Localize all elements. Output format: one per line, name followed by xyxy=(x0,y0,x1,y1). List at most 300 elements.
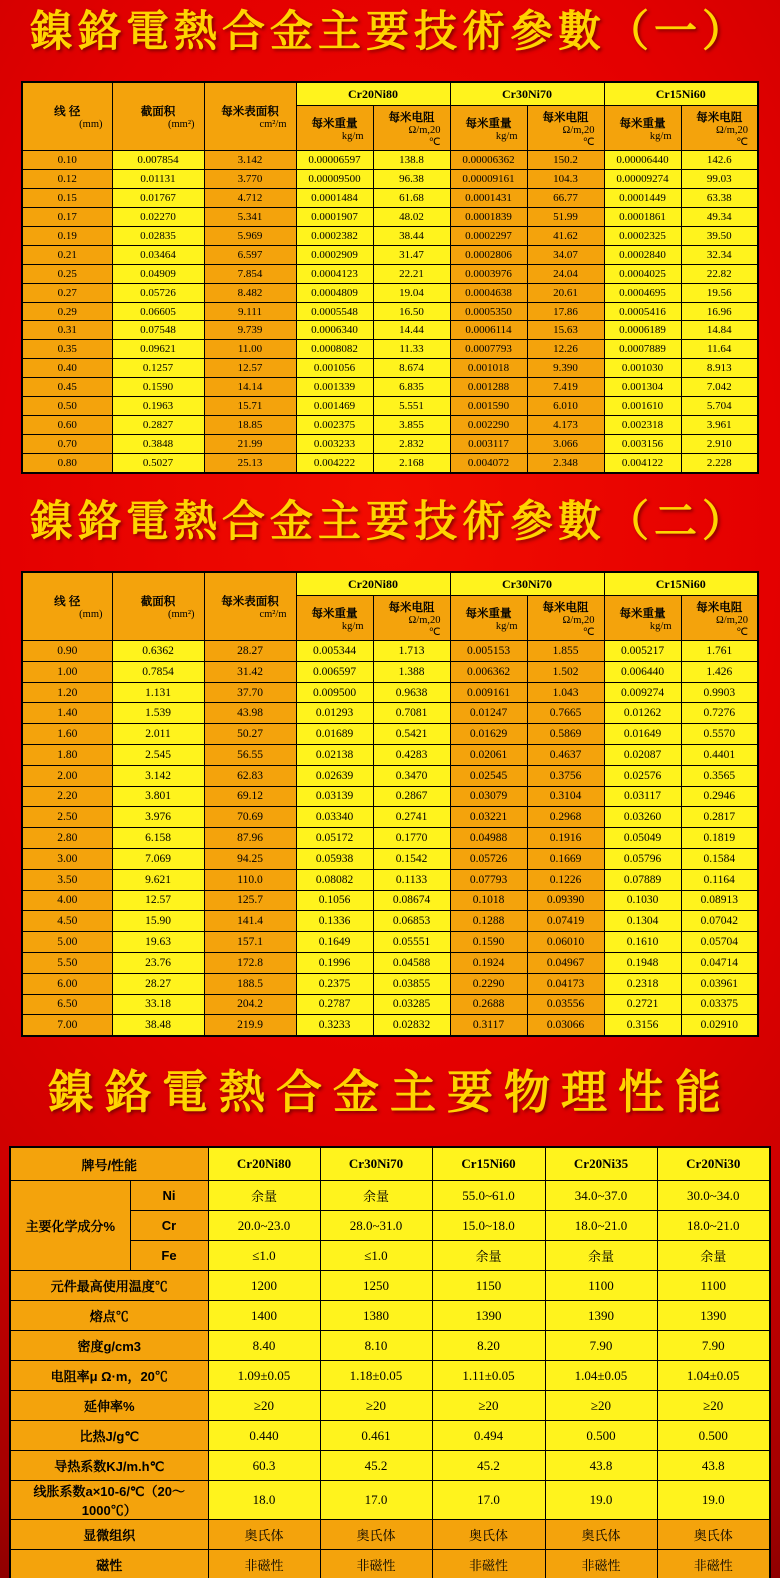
data-cell: 19.04 xyxy=(373,283,450,302)
data-cell: 0.1963 xyxy=(112,397,204,416)
table-row xyxy=(22,208,758,227)
table-row xyxy=(22,765,758,786)
header-unit: kg/m xyxy=(341,620,364,632)
data-cell: 0.2721 xyxy=(604,994,681,1015)
data-cell: 6.010 xyxy=(527,397,604,416)
data-cell: 0.9903 xyxy=(681,682,758,703)
data-cell: 0.005344 xyxy=(296,641,373,662)
data-cell: 5.551 xyxy=(373,397,450,416)
data-cell: 0.06010 xyxy=(527,932,604,953)
data-cell: 0.0008082 xyxy=(296,340,373,359)
header-unit: kg/m xyxy=(495,130,518,142)
data-cell: 22.82 xyxy=(681,264,758,283)
col-header-grade: Cr30Ni70 xyxy=(320,1147,432,1181)
data-cell: 0.0004638 xyxy=(450,283,527,302)
data-cell: 奥氏体 xyxy=(657,1520,770,1550)
data-cell: 0.01629 xyxy=(450,724,527,745)
data-cell: 0.009500 xyxy=(296,682,373,703)
header-unit: ℃ xyxy=(428,626,441,638)
data-cell: 0.04714 xyxy=(681,952,758,973)
data-cell: 0.6362 xyxy=(112,641,204,662)
data-cell: 1.04±0.05 xyxy=(545,1361,657,1391)
data-cell: 非磁性 xyxy=(657,1550,770,1578)
data-cell: 0.5027 xyxy=(112,453,204,472)
data-cell: 0.1056 xyxy=(296,890,373,911)
data-cell: 0.005217 xyxy=(604,641,681,662)
data-cell: 0.04967 xyxy=(527,952,604,973)
header-unit: Ω/m,20 xyxy=(408,124,441,136)
data-cell: 奥氏体 xyxy=(320,1520,432,1550)
table-row xyxy=(10,1550,770,1578)
tech-params-table-1 xyxy=(21,81,759,473)
data-cell: 4.173 xyxy=(527,415,604,434)
data-cell: 0.02270 xyxy=(112,208,204,227)
data-cell: 4.712 xyxy=(204,189,296,208)
row-label: 比热J/g℃ xyxy=(10,1421,208,1451)
data-cell: 3.142 xyxy=(204,151,296,170)
data-cell: 0.3104 xyxy=(527,786,604,807)
data-cell: 0.50 xyxy=(22,397,112,416)
data-cell: ≥20 xyxy=(432,1391,545,1421)
data-cell: 0.01131 xyxy=(112,170,204,189)
data-cell: 0.02138 xyxy=(296,745,373,766)
data-cell: 0.02639 xyxy=(296,765,373,786)
data-cell: 31.42 xyxy=(204,661,296,682)
data-cell: 0.17 xyxy=(22,208,112,227)
data-cell: 0.0002382 xyxy=(296,227,373,246)
data-cell: 0.03285 xyxy=(373,994,450,1015)
data-cell: 0.3156 xyxy=(604,1015,681,1036)
data-cell: 22.21 xyxy=(373,264,450,283)
row-label: 导热系数KJ/m.h℃ xyxy=(10,1451,208,1481)
data-cell: 奥氏体 xyxy=(432,1520,545,1550)
data-cell: 0.2741 xyxy=(373,807,450,828)
data-cell: 17.86 xyxy=(527,302,604,321)
data-cell: 0.001304 xyxy=(604,378,681,397)
table-row xyxy=(22,703,758,724)
header-label: 线 径 xyxy=(54,596,81,609)
data-cell: 非磁性 xyxy=(545,1550,657,1578)
data-cell: 0.01689 xyxy=(296,724,373,745)
data-cell: 141.4 xyxy=(204,911,296,932)
data-cell: 0.02576 xyxy=(604,765,681,786)
header-unit: kg/m xyxy=(649,620,672,632)
col-header-weight xyxy=(450,106,527,151)
data-cell: 0.3117 xyxy=(450,1015,527,1036)
data-cell: 0.006440 xyxy=(604,661,681,682)
data-cell: 1100 xyxy=(657,1271,770,1301)
header-unit: Ω/m,20 xyxy=(562,614,595,626)
row-label: 显微组织 xyxy=(10,1520,208,1550)
header-label: 每米电阻 xyxy=(542,111,589,124)
data-cell: 39.50 xyxy=(681,227,758,246)
row-label: 熔点℃ xyxy=(10,1301,208,1331)
data-cell: 0.1649 xyxy=(296,932,373,953)
table-row xyxy=(22,641,758,662)
data-cell: 0.01767 xyxy=(112,189,204,208)
col-header-alloy-group: Cr30Ni70 xyxy=(450,572,604,596)
row-label: 元件最高使用温度℃ xyxy=(10,1271,208,1301)
data-cell: 15.71 xyxy=(204,397,296,416)
data-cell: 0.10 xyxy=(22,151,112,170)
data-cell: 余量 xyxy=(657,1241,770,1271)
table-row xyxy=(22,807,758,828)
table-row xyxy=(22,973,758,994)
data-cell: 0.0002297 xyxy=(450,227,527,246)
data-cell: 0.02832 xyxy=(373,1015,450,1036)
col-header-resistance xyxy=(527,596,604,641)
data-cell: 1.131 xyxy=(112,682,204,703)
header-label: 每米表面积 xyxy=(221,106,279,119)
data-cell: 0.1304 xyxy=(604,911,681,932)
data-cell: 6.158 xyxy=(112,828,204,849)
data-cell: 1.502 xyxy=(527,661,604,682)
data-cell: 1390 xyxy=(657,1301,770,1331)
data-cell: 110.0 xyxy=(204,869,296,890)
data-cell: 4.00 xyxy=(22,890,112,911)
table-row xyxy=(22,397,758,416)
data-cell: 15.90 xyxy=(112,911,204,932)
data-cell: 0.1542 xyxy=(373,848,450,869)
header-label: 每米电阻 xyxy=(696,111,743,124)
data-cell: 奥氏体 xyxy=(208,1520,320,1550)
data-cell: 0.35 xyxy=(22,340,112,359)
data-cell: 1.713 xyxy=(373,641,450,662)
data-cell: 0.02061 xyxy=(450,745,527,766)
data-cell: 0.01649 xyxy=(604,724,681,745)
data-cell: 3.855 xyxy=(373,415,450,434)
data-cell: 2.80 xyxy=(22,828,112,849)
col-header-resistance xyxy=(681,596,758,641)
data-cell: 0.500 xyxy=(657,1421,770,1451)
data-cell: 8.913 xyxy=(681,359,758,378)
col-header-weight xyxy=(604,106,681,151)
data-cell: 0.03855 xyxy=(373,973,450,994)
row-label: 延伸率% xyxy=(10,1391,208,1421)
data-cell: 6.597 xyxy=(204,245,296,264)
data-cell: 51.99 xyxy=(527,208,604,227)
row-label: 磁性 xyxy=(10,1550,208,1578)
data-cell: 9.111 xyxy=(204,302,296,321)
data-cell: ≤1.0 xyxy=(208,1241,320,1271)
table-row xyxy=(10,1361,770,1391)
data-cell: 1.00 xyxy=(22,661,112,682)
data-cell: 0.0001484 xyxy=(296,189,373,208)
header-unit: Ω/m,20 xyxy=(715,614,748,626)
header-unit: cm²/m xyxy=(259,609,287,621)
col-header-weight xyxy=(296,106,373,151)
data-cell: 8.10 xyxy=(320,1331,432,1361)
data-cell: 0.1226 xyxy=(527,869,604,890)
data-cell: 0.07419 xyxy=(527,911,604,932)
data-cell: 2.910 xyxy=(681,434,758,453)
data-cell: 0.3470 xyxy=(373,765,450,786)
data-cell: 69.12 xyxy=(204,786,296,807)
header-label: 线 径 xyxy=(54,106,81,119)
data-cell: 0.03961 xyxy=(681,973,758,994)
data-cell: 70.69 xyxy=(204,807,296,828)
data-cell: 1.043 xyxy=(527,682,604,703)
data-cell: 138.8 xyxy=(373,151,450,170)
data-cell: 19.0 xyxy=(657,1481,770,1520)
data-cell: 0.001610 xyxy=(604,397,681,416)
col-header-surface-area xyxy=(204,82,296,151)
data-cell: 20.0~23.0 xyxy=(208,1211,320,1241)
data-cell: 2.00 xyxy=(22,765,112,786)
data-cell: 0.07793 xyxy=(450,869,527,890)
data-cell: 2.20 xyxy=(22,786,112,807)
data-cell: 104.3 xyxy=(527,170,604,189)
data-cell: 0.31 xyxy=(22,321,112,340)
data-cell: 19.0 xyxy=(545,1481,657,1520)
data-cell: 0.45 xyxy=(22,378,112,397)
data-cell: 6.00 xyxy=(22,973,112,994)
data-cell: 0.0002840 xyxy=(604,245,681,264)
header-label: 每米重量 xyxy=(465,607,512,620)
table-row xyxy=(10,1271,770,1301)
data-cell: 50.27 xyxy=(204,724,296,745)
data-cell: 0.461 xyxy=(320,1421,432,1451)
data-cell: 0.00006440 xyxy=(604,151,681,170)
data-cell: 55.0~61.0 xyxy=(432,1181,545,1211)
data-cell: 0.02835 xyxy=(112,227,204,246)
data-cell: 2.011 xyxy=(112,724,204,745)
data-cell: 0.3848 xyxy=(112,434,204,453)
data-cell: 45.2 xyxy=(432,1451,545,1481)
col-header-weight xyxy=(450,596,527,641)
data-cell: 0.2318 xyxy=(604,973,681,994)
data-cell: 0.07889 xyxy=(604,869,681,890)
data-cell: 62.83 xyxy=(204,765,296,786)
header-label: 每米重量 xyxy=(465,117,512,130)
header-unit: ℃ xyxy=(428,136,441,148)
data-cell: 0.01293 xyxy=(296,703,373,724)
data-cell: 0.09390 xyxy=(527,890,604,911)
col-header-diameter xyxy=(22,572,112,641)
data-cell: 16.96 xyxy=(681,302,758,321)
data-cell: 0.004222 xyxy=(296,453,373,472)
data-cell: 5.50 xyxy=(22,952,112,973)
data-cell: 0.00009274 xyxy=(604,170,681,189)
data-cell: 0.5570 xyxy=(681,724,758,745)
data-cell: 0.0002806 xyxy=(450,245,527,264)
data-cell: 43.8 xyxy=(657,1451,770,1481)
data-cell: 125.7 xyxy=(204,890,296,911)
data-cell: 188.5 xyxy=(204,973,296,994)
data-cell: 0.05726 xyxy=(450,848,527,869)
data-cell: 30.0~34.0 xyxy=(657,1181,770,1211)
data-cell: 0.003156 xyxy=(604,434,681,453)
col-header-resistance xyxy=(373,106,450,151)
data-cell: 1.04±0.05 xyxy=(657,1361,770,1391)
data-cell: 0.2867 xyxy=(373,786,450,807)
data-cell: 0.0005416 xyxy=(604,302,681,321)
data-cell: 2.168 xyxy=(373,453,450,472)
data-cell: 9.621 xyxy=(112,869,204,890)
data-cell: 0.03340 xyxy=(296,807,373,828)
data-cell: 0.00009500 xyxy=(296,170,373,189)
table-row xyxy=(22,283,758,302)
data-cell: 0.0004695 xyxy=(604,283,681,302)
data-cell: 14.14 xyxy=(204,378,296,397)
data-cell: 0.04588 xyxy=(373,952,450,973)
header-label: 每米电阻 xyxy=(388,111,435,124)
table-row xyxy=(10,1520,770,1550)
data-cell: 非磁性 xyxy=(320,1550,432,1578)
data-cell: 余量 xyxy=(545,1241,657,1271)
data-cell: 0.40 xyxy=(22,359,112,378)
data-cell: 48.02 xyxy=(373,208,450,227)
data-cell: 0.02910 xyxy=(681,1015,758,1036)
data-cell: 66.77 xyxy=(527,189,604,208)
data-cell: 0.01262 xyxy=(604,703,681,724)
data-cell: 2.545 xyxy=(112,745,204,766)
col-header-grade: Cr20Ni35 xyxy=(545,1147,657,1181)
data-cell: 0.0004809 xyxy=(296,283,373,302)
header-label: 每米重量 xyxy=(311,117,358,130)
header-label: 每米电阻 xyxy=(388,601,435,614)
data-cell: 0.27 xyxy=(22,283,112,302)
data-cell: 5.704 xyxy=(681,397,758,416)
data-cell: 19.63 xyxy=(112,932,204,953)
data-cell: 0.1590 xyxy=(450,932,527,953)
data-cell: 1380 xyxy=(320,1301,432,1331)
row-label: 线胀系数a×10-6/℃（20～1000℃） xyxy=(10,1481,208,1520)
header-label: 截面积 xyxy=(140,596,176,609)
data-cell: 0.1770 xyxy=(373,828,450,849)
data-cell: 8.674 xyxy=(373,359,450,378)
table-row xyxy=(22,434,758,453)
data-cell: 2.832 xyxy=(373,434,450,453)
data-cell: 0.25 xyxy=(22,264,112,283)
header-label: 每米电阻 xyxy=(542,601,589,614)
data-cell: 41.62 xyxy=(527,227,604,246)
row-sublabel: Fe xyxy=(130,1241,208,1271)
data-cell: ≥20 xyxy=(320,1391,432,1421)
data-cell: 0.006597 xyxy=(296,661,373,682)
col-header-resistance xyxy=(373,596,450,641)
data-cell: 余量 xyxy=(432,1241,545,1271)
tech-params-table-2 xyxy=(21,571,759,1037)
data-cell: 0.0004123 xyxy=(296,264,373,283)
col-header-alloy-group: Cr15Ni60 xyxy=(604,82,758,106)
data-cell: 0.1819 xyxy=(681,828,758,849)
data-cell: 1.80 xyxy=(22,745,112,766)
data-cell: 87.96 xyxy=(204,828,296,849)
data-cell: 0.1584 xyxy=(681,848,758,869)
data-cell: 56.55 xyxy=(204,745,296,766)
data-cell: 非磁性 xyxy=(432,1550,545,1578)
col-header-resistance xyxy=(527,106,604,151)
header-unit: (mm) xyxy=(79,609,103,621)
data-cell: 38.44 xyxy=(373,227,450,246)
header-label: 每米电阻 xyxy=(696,601,743,614)
data-cell: 0.0007793 xyxy=(450,340,527,359)
header-row-groups xyxy=(22,572,758,596)
data-cell: 1.426 xyxy=(681,661,758,682)
data-cell: 0.03556 xyxy=(527,994,604,1015)
data-cell: 0.440 xyxy=(208,1421,320,1451)
data-cell: 3.50 xyxy=(22,869,112,890)
data-cell: 0.05704 xyxy=(681,932,758,953)
header-unit: kg/m xyxy=(341,130,364,142)
col-header-alloy-group: Cr20Ni80 xyxy=(296,572,450,596)
data-cell: 0.19 xyxy=(22,227,112,246)
data-cell: 0.494 xyxy=(432,1421,545,1451)
data-cell: 0.08913 xyxy=(681,890,758,911)
col-header-surface-area xyxy=(204,572,296,641)
data-cell: 219.9 xyxy=(204,1015,296,1036)
data-cell: 0.08674 xyxy=(373,890,450,911)
data-cell: 0.003117 xyxy=(450,434,527,453)
data-cell: 0.0006340 xyxy=(296,321,373,340)
data-cell: 0.2968 xyxy=(527,807,604,828)
col-header-diameter xyxy=(22,82,112,151)
data-cell: 0.1336 xyxy=(296,911,373,932)
header-unit: ℃ xyxy=(582,626,595,638)
data-cell: 43.8 xyxy=(545,1451,657,1481)
col-header-section-area xyxy=(112,82,204,151)
data-cell: 0.0001907 xyxy=(296,208,373,227)
data-cell: 6.835 xyxy=(373,378,450,397)
data-cell: 0.03066 xyxy=(527,1015,604,1036)
data-cell: 1400 xyxy=(208,1301,320,1331)
data-cell: 11.00 xyxy=(204,340,296,359)
data-cell: 0.03375 xyxy=(681,994,758,1015)
data-cell: 3.770 xyxy=(204,170,296,189)
header-unit: (mm) xyxy=(79,119,103,131)
table-row xyxy=(22,682,758,703)
data-cell: ≥20 xyxy=(657,1391,770,1421)
data-cell: 奥氏体 xyxy=(545,1520,657,1550)
data-cell: 0.12 xyxy=(22,170,112,189)
data-cell: 0.0001431 xyxy=(450,189,527,208)
data-cell: 0.60 xyxy=(22,415,112,434)
data-cell: ≥20 xyxy=(545,1391,657,1421)
header-label: 每米重量 xyxy=(311,607,358,620)
data-cell: 18.0~21.0 xyxy=(545,1211,657,1241)
data-cell: 0.0006189 xyxy=(604,321,681,340)
data-cell: 12.26 xyxy=(527,340,604,359)
data-cell: 0.1669 xyxy=(527,848,604,869)
table-row xyxy=(22,848,758,869)
data-cell: 0.2946 xyxy=(681,786,758,807)
header-label: 每米重量 xyxy=(619,607,666,620)
data-cell: 7.069 xyxy=(112,848,204,869)
row-sublabel: Ni xyxy=(130,1181,208,1211)
data-cell: 0.05049 xyxy=(604,828,681,849)
data-cell: 3.801 xyxy=(112,786,204,807)
data-cell: 28.0~31.0 xyxy=(320,1211,432,1241)
table-row xyxy=(22,189,758,208)
table-row xyxy=(22,151,758,170)
data-cell: 11.33 xyxy=(373,340,450,359)
data-cell: 0.002290 xyxy=(450,415,527,434)
data-cell: 1.60 xyxy=(22,724,112,745)
data-cell: 0.001056 xyxy=(296,359,373,378)
col-header-weight xyxy=(296,596,373,641)
table-row xyxy=(10,1481,770,1520)
data-cell: 0.0002325 xyxy=(604,227,681,246)
table-row xyxy=(22,264,758,283)
col-header-grade: Cr20Ni80 xyxy=(208,1147,320,1181)
header-unit: Ω/m,20 xyxy=(715,124,748,136)
data-cell: 0.1948 xyxy=(604,952,681,973)
data-cell: 0.7081 xyxy=(373,703,450,724)
header-unit: kg/m xyxy=(649,130,672,142)
table-row xyxy=(22,911,758,932)
data-cell: 0.03079 xyxy=(450,786,527,807)
